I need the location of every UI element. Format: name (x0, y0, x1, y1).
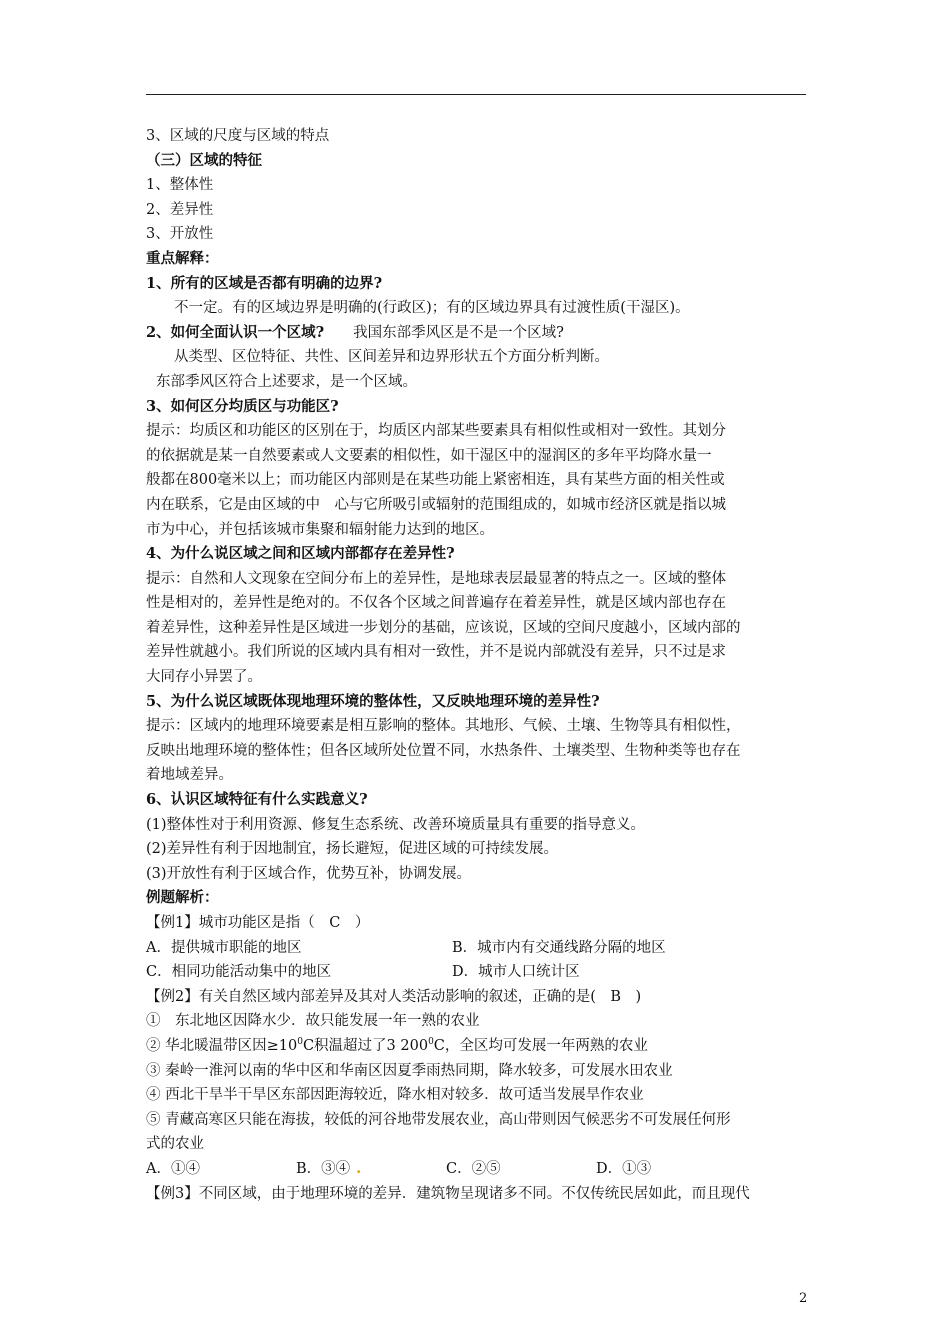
example-question: 【例3】不同区域，由于地理环境的差异．建筑物呈现诸多不同。不仅传统民居如此，而且现代 (146, 1185, 750, 1202)
question-heading: 1、所有的区域是否都有明确的边界? (146, 274, 383, 292)
text-line: 3、区域的尺度与区域的特点 (146, 128, 330, 144)
text-line: 大同存小异罢了。 (146, 669, 262, 686)
text-line: 差异性就越小。我们所说的区域内具有相对一致性，并不是说内部就没有差异，只不过是求 (146, 644, 726, 661)
option-b: B．③④ (296, 1160, 351, 1177)
page-number: 2 (799, 1291, 808, 1306)
option-c: C．相同功能活动集中的地区 (146, 964, 332, 981)
text-line: 东部季风区符合上述要求，是一个区域。 (156, 373, 417, 390)
statement-item: ③ 秦岭一淮河以南的华中区和华南区因夏季雨热同期，降水较多，可发展水田农业 (146, 1062, 673, 1079)
section-heading: 重点解释： (146, 249, 219, 267)
text-line: 的依据就是某一自然要素或人文要素的相似性，如干湿区中的湿润区的多年平均降水量一 (146, 447, 712, 464)
text-line: (1)整体性对于利用资源、修复生态系统、改善环境质量具有重要的指导意义。 (146, 816, 646, 833)
example-question: 【例2】有关自然区域内部差异及其对人类活动影响的叙述，正确的是( B ) (146, 988, 642, 1005)
text-line: 不一定。有的区域边界是明确的(行政区)；有的区域边界具有过渡性质(干湿区)。 (174, 300, 690, 317)
text-line: (3)开放性有利于区域合作，优势互补，协调发展。 (146, 865, 472, 882)
option-b: B．城市内有交通线路分隔的地区 (452, 939, 666, 956)
text-line: 3、开放性 (146, 226, 214, 243)
header-rule (146, 94, 806, 95)
text-line: 性是相对的，差异性是绝对的。不仅各个区域之间普遍存在着差异性，就是区域内部也存在 (146, 595, 726, 612)
option-d: D．城市人口统计区 (452, 964, 580, 981)
text-line: 反映出地理环境的整体性；但各区域所处位置不同，水热条件、土壤类型、生物种类等也存在 (146, 742, 741, 759)
text-span: C积温超过了3 200 (302, 1037, 429, 1054)
question-heading-line (146, 321, 826, 346)
option-c: C．②⑤ (446, 1160, 501, 1177)
statement-item: ④ 西北干旱半干旱区东部因距海较近，降水相对较多．故可适当发展旱作农业 (146, 1087, 644, 1104)
text-line: 般都在800毫米以上；而功能区内部则是在某些功能上紧密相连，具有某些方面的相关性或 (146, 472, 725, 489)
question-heading: 2、如何全面认识一个区域? (146, 323, 325, 341)
option-row (146, 1157, 826, 1182)
question-heading: 5、为什么说区域既体现地理环境的整体性，又反映地理环境的差异性? (146, 692, 600, 710)
example-question: 【例1】城市功能区是指（ C ） (146, 915, 370, 931)
text-line: 1、整体性 (146, 177, 214, 194)
option-a: A．①④ (146, 1160, 200, 1177)
question-heading: 4、为什么说区域之间和区域内部都存在差异性? (146, 545, 455, 563)
text-line: 着地域差异。 (146, 767, 233, 784)
statement-item: ⑤ 青藏高寒区只能在海拔，较低的河谷地带发展农业，高山带则因气候恶劣不可发展任何形 (146, 1111, 731, 1128)
text-line: 2、差异性 (146, 201, 214, 218)
option-row (146, 936, 826, 961)
option-row (146, 960, 826, 985)
superscript: 0 (428, 1037, 434, 1048)
superscript: 0 (297, 1037, 303, 1048)
text-line: 市为中心，并包括该城市集聚和辐射能力达到的地区。 (146, 521, 494, 538)
option-d: D．①③ (596, 1160, 652, 1177)
text-line: 式的农业 (146, 1136, 204, 1153)
text-line: 着差异性，这种差异性是区域进一步划分的基础，应该说，区域的空间尺度越小，区域内部的 (146, 619, 741, 636)
document-body (146, 124, 826, 1206)
text-line: (2)差异性有利于因地制宜，扬长避短，促进区域的可持续发展。 (146, 841, 559, 858)
option-a: A．提供城市职能的地区 (146, 939, 302, 956)
text-line: 提示：区域内的地理环境要素是相互影响的整体。其地形、气候、土壤、生物等具有相似性， (146, 718, 741, 735)
statement-item (146, 1034, 826, 1059)
statement-item: ① 东北地区因降水少．故只能发展一年一熟的农业 (146, 1013, 480, 1030)
section-heading: （三）区域的特征 (146, 151, 262, 169)
text-span: 我国东部季风区是不是一个区域? (353, 324, 564, 341)
text-line: 内在联系，它是由区域的中 心与它所吸引或辐射的范围组成的，如城市经济区就是指以城 (146, 496, 726, 513)
text-span: ② 华北暖温带区因≥10 (146, 1037, 298, 1054)
section-heading: 例题解析： (146, 889, 219, 907)
text-line: 提示：均质区和功能区的区别在于，均质区内部某些要素具有相似性或相对一致性。其划分 (146, 423, 726, 440)
question-heading: 3、如何区分均质区与功能区? (146, 397, 339, 415)
text-line: 提示：自然和人文现象在空间分布上的差异性，是地球表层最显著的特点之一。区域的整体 (146, 570, 726, 587)
text-span: C，全区均可发展一年两熟的农业 (433, 1037, 648, 1054)
mark-dot: . (356, 1159, 362, 1177)
text-line: 从类型、区位特征、共性、区间差异和边界形状五个方面分析判断。 (174, 349, 609, 366)
option-b-group (296, 1157, 446, 1182)
question-heading: 6、认识区域特征有什么实践意义? (146, 791, 368, 809)
